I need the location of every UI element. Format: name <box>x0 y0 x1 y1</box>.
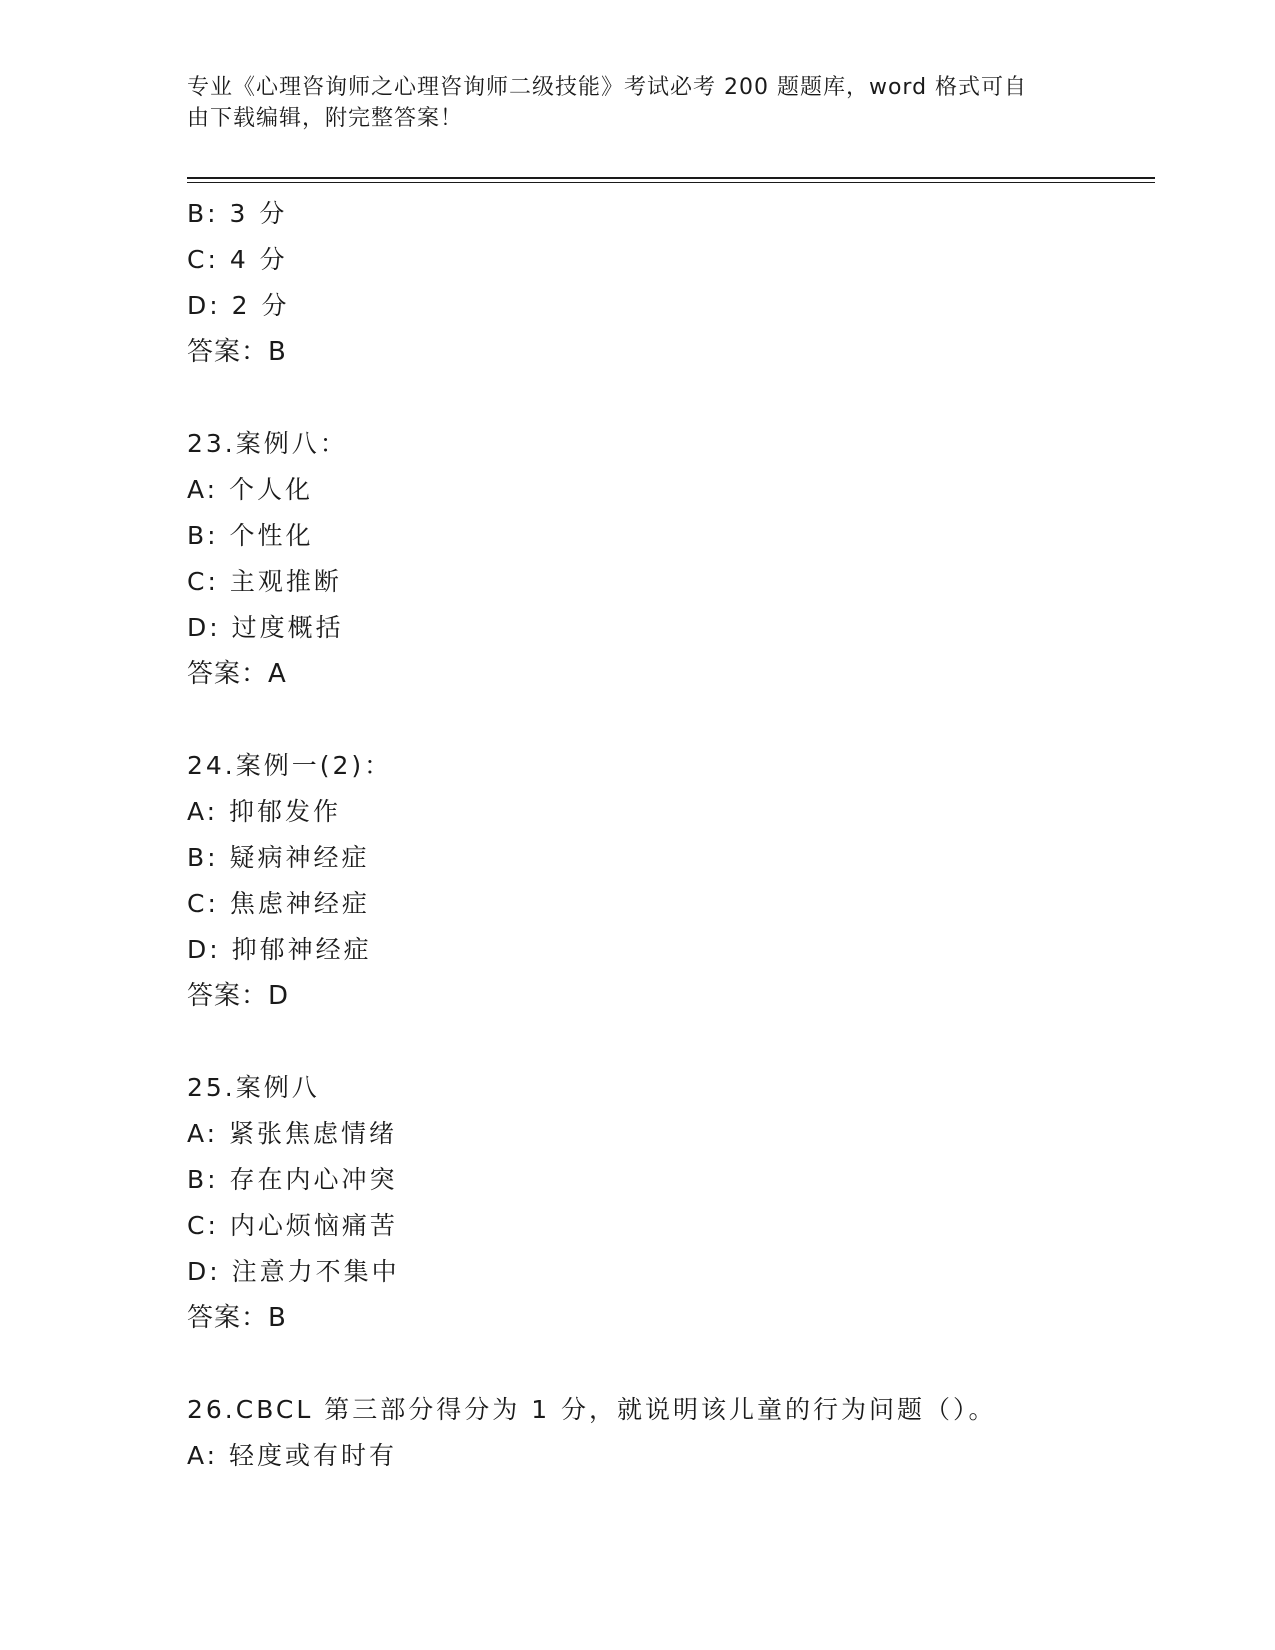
question-stem: 23.案例八： <box>187 429 348 458</box>
option-d: D: 2 分 <box>187 291 290 320</box>
option-a: A: 抑郁发作 <box>187 797 342 826</box>
answer-line: 答案：A <box>187 659 287 689</box>
option-d: D: 过度概括 <box>187 613 344 642</box>
option-b: B: 存在内心冲突 <box>187 1165 398 1194</box>
option-b: B: 个性化 <box>187 521 314 550</box>
header-divider-thick <box>187 177 1155 179</box>
question-23 <box>187 421 1155 697</box>
question-25 <box>187 1065 1155 1341</box>
option-c: C: 主观推断 <box>187 567 342 596</box>
option-c: C: 内心烦恼痛苦 <box>187 1211 398 1240</box>
answer-line: 答案：B <box>187 1303 287 1333</box>
answer-line: 答案：B <box>187 337 287 367</box>
header-line-2: 由下载编辑，附完整答案！ <box>187 106 464 131</box>
spacer <box>187 697 1155 743</box>
option-b: B: 3 分 <box>187 199 288 228</box>
header-line-1: 专业《心理咨询师之心理咨询师二级技能》考试必考 200 题题库，word 格式可自 <box>187 75 1028 100</box>
answer-line: 答案：D <box>187 981 290 1011</box>
option-a: A: 轻度或有时有 <box>187 1441 398 1470</box>
question-list <box>187 191 1155 1479</box>
question-stem: 24.案例一(2)： <box>187 751 393 780</box>
question-stem: 26.CBCL 第三部分得分为 1 分，就说明该儿童的行为问题（）。 <box>187 1395 997 1424</box>
question-stem: 25.案例八 <box>187 1073 320 1102</box>
option-d: D: 注意力不集中 <box>187 1257 400 1286</box>
option-d: D: 抑郁神经症 <box>187 935 372 964</box>
option-c: C: 4 分 <box>187 245 288 274</box>
header-divider-thin <box>187 182 1155 183</box>
question-24 <box>187 743 1155 1019</box>
option-b: B: 疑病神经症 <box>187 843 370 872</box>
option-c: C: 焦虑神经症 <box>187 889 370 918</box>
spacer <box>187 1341 1155 1387</box>
spacer <box>187 1019 1155 1065</box>
question-26 <box>187 1387 1155 1479</box>
document-header <box>187 72 1067 134</box>
option-a: A: 个人化 <box>187 475 314 504</box>
spacer <box>187 375 1155 421</box>
question-22-tail <box>187 191 1155 375</box>
option-a: A: 紧张焦虑情绪 <box>187 1119 398 1148</box>
